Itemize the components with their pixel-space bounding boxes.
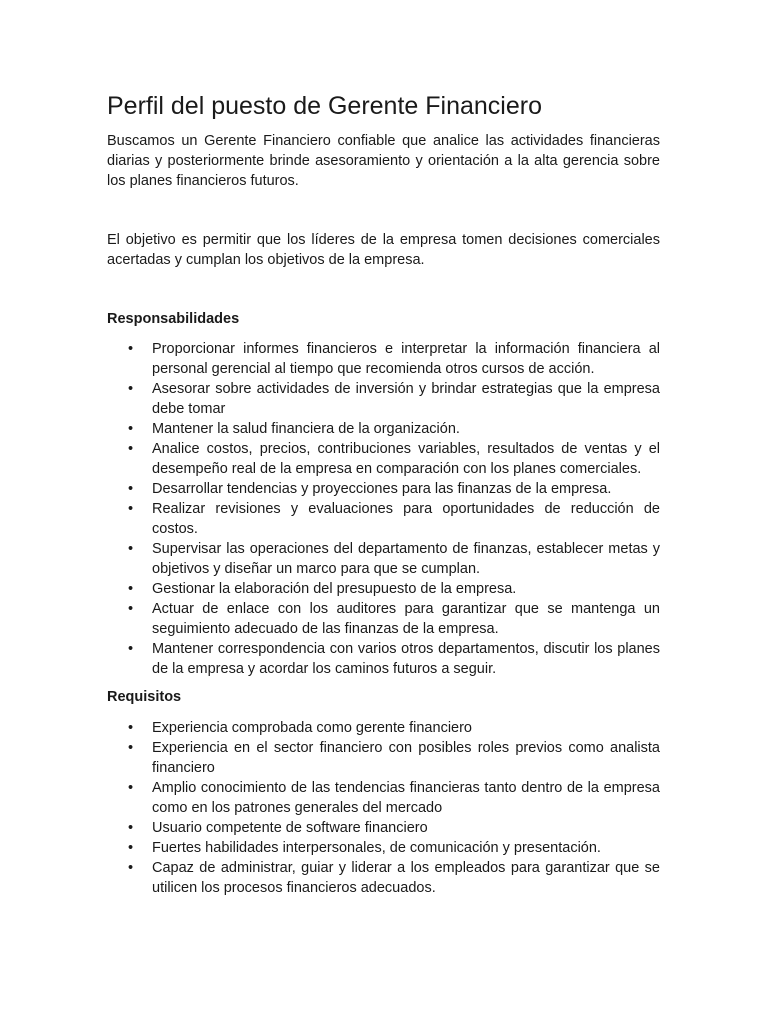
bullet-icon: • [128,840,134,856]
list-item-text: Analice costos, precios, contribuciones variables, resultados de ventas y el desempeño real de la empresa en comparación con los planes comerciales. [152,441,660,477]
bullet-icon: • [128,341,134,357]
list-item [107,479,660,499]
list-item-text: Asesorar sobre actividades de inversión y brindar estrategias que la empresa debe tomar [152,381,660,417]
list-item-text: Mantener correspondencia con varios otros departamentos, discutir los planes de la empresa y acordar los caminos futuros a seguir. [152,641,660,677]
list-item-text: Proporcionar informes financieros e interpretar la información financiera al personal gerencial al tiempo que recomienda otros cursos de acción. [152,341,660,377]
list-item-text: Capaz de administrar, guiar y liderar a los empleados para garantizar que se utilicen los procesos financieros adecuados. [152,860,660,896]
objective-paragraph: El objetivo es permitir que los líderes de la empresa tomen decisiones comerciales acertadas y cumplan los objetivos de la empresa. [107,232,660,268]
bullet-icon: • [128,481,134,497]
requirements-heading: Requisitos [107,689,182,705]
list-item-text: Experiencia comprobada como gerente financiero [152,720,472,736]
list-item [107,838,660,858]
bullet-icon: • [128,501,134,517]
list-item [107,539,660,579]
list-item [107,379,660,419]
bullet-icon: • [128,641,134,657]
list-item-text: Gestionar la elaboración del presupuesto de la empresa. [152,581,517,597]
responsibilities-list [107,339,660,679]
list-item [107,599,660,639]
list-item [107,339,660,379]
bullet-icon: • [128,441,134,457]
bullet-icon: • [128,601,134,617]
list-item-text: Usuario competente de software financiero [152,820,428,836]
intro-paragraph: Buscamos un Gerente Financiero confiable que analice las actividades financieras diarias y posteriormente brinde asesoramiento y orientación a la alta gerencia sobre los planes financieros futuros. [107,133,660,189]
list-item-text: Experiencia en el sector financiero con posibles roles previos como analista financiero [152,740,660,776]
bullet-icon: • [128,581,134,597]
list-item [107,738,660,778]
bullet-icon: • [128,421,134,437]
bullet-icon: • [128,720,134,736]
list-item [107,818,660,838]
list-item [107,639,660,679]
list-item-text: Fuertes habilidades interpersonales, de comunicación y presentación. [152,840,601,856]
document-title: Perfil del puesto de Gerente Financiero [107,92,542,120]
bullet-icon: • [128,780,134,796]
list-item [107,778,660,818]
list-item-text: Amplio conocimiento de las tendencias financieras tanto dentro de la empresa como en los patrones generales del mercado [152,780,660,816]
bullet-icon: • [128,541,134,557]
list-item-text: Supervisar las operaciones del departamento de finanzas, establecer metas y objetivos y diseñar un marco para que se cumplan. [152,541,660,577]
list-item [107,718,660,738]
list-item [107,579,660,599]
bullet-icon: • [128,740,134,756]
list-item-text: Mantener la salud financiera de la organización. [152,421,460,437]
bullet-icon: • [128,820,134,836]
list-item [107,439,660,479]
list-item [107,419,660,439]
list-item [107,858,660,898]
requirements-list [107,718,660,898]
list-item [107,499,660,539]
responsibilities-heading: Responsabilidades [107,311,240,327]
bullet-icon: • [128,381,134,397]
list-item-text: Realizar revisiones y evaluaciones para oportunidades de reducción de costos. [152,501,660,537]
bullet-icon: • [128,860,134,876]
list-item-text: Desarrollar tendencias y proyecciones para las finanzas de la empresa. [152,481,612,497]
list-item-text: Actuar de enlace con los auditores para garantizar que se mantenga un seguimiento adecuado de las finanzas de la empresa. [152,601,660,637]
